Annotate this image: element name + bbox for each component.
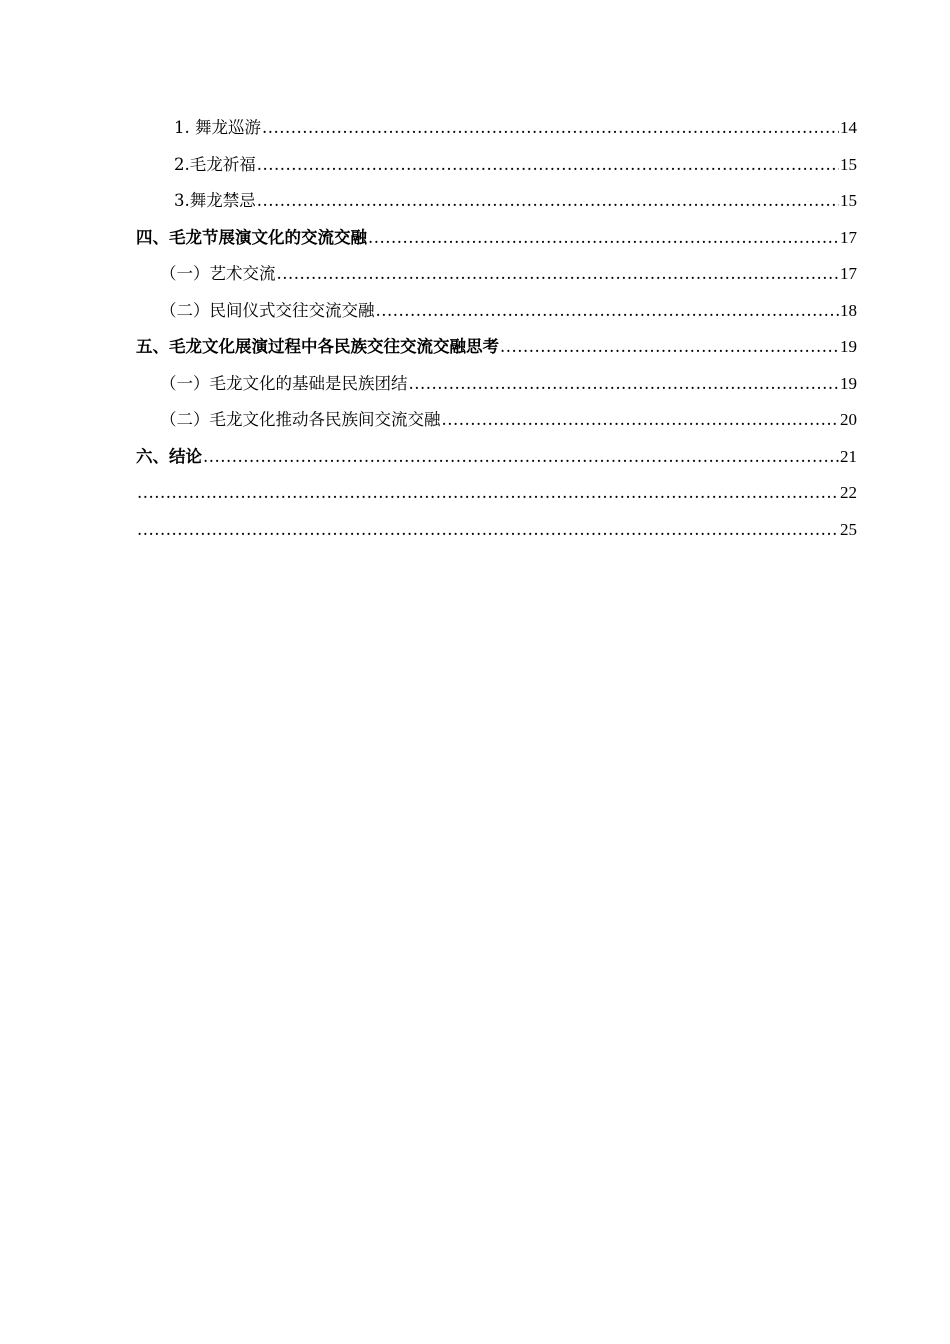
toc-entry-title: 五、毛龙文化展演过程中各民族交往交流交融思考	[136, 337, 499, 356]
toc-dot-leader	[203, 439, 839, 476]
toc-dot-leader	[137, 512, 839, 549]
toc-entry[interactable]	[136, 293, 857, 330]
toc-entry-title: 2.毛龙祈福	[174, 154, 256, 174]
toc-page-number: 19	[840, 337, 857, 356]
toc-page-number: 18	[840, 300, 857, 320]
toc-entry-title: （二）毛龙文化推动各民族间交流交融	[160, 410, 441, 429]
toc-page-number: 14	[840, 118, 857, 137]
table-of-contents	[136, 110, 857, 548]
toc-dot-leader	[257, 183, 839, 220]
toc-dot-leader	[442, 402, 840, 439]
toc-entry-chapter[interactable]	[136, 329, 857, 366]
toc-page-number: 19	[840, 373, 857, 393]
toc-dot-leader	[277, 256, 840, 293]
toc-entry-title: 四、毛龙节展演文化的交流交融	[136, 227, 367, 247]
toc-entry-chapter[interactable]	[136, 439, 857, 476]
toc-entry-title: （一）毛龙文化的基础是民族团结	[160, 373, 408, 393]
toc-page-number: 15	[840, 191, 857, 210]
toc-entry[interactable]	[136, 147, 857, 184]
toc-entry-title: 1. 舞龙巡游	[174, 118, 261, 137]
toc-entry[interactable]	[136, 110, 857, 147]
toc-entry-title: （二）民间仪式交往交流交融	[160, 300, 375, 320]
toc-entry[interactable]	[136, 402, 857, 439]
toc-entry[interactable]	[136, 366, 857, 403]
toc-entry-title: 3.舞龙禁忌	[174, 191, 256, 210]
toc-entry[interactable]	[136, 256, 857, 293]
toc-page-number: 15	[840, 154, 857, 174]
toc-dot-leader	[409, 366, 840, 403]
toc-dot-leader	[262, 110, 839, 147]
toc-dot-leader	[368, 220, 839, 257]
toc-dot-leader	[137, 475, 839, 512]
toc-entry[interactable]	[136, 183, 857, 220]
toc-page-number: 17	[840, 264, 857, 283]
toc-dot-leader	[376, 293, 840, 330]
toc-entry[interactable]	[136, 512, 857, 549]
toc-entry-chapter[interactable]	[136, 220, 857, 257]
toc-page-number: 20	[840, 410, 857, 429]
toc-dot-leader	[500, 329, 839, 366]
toc-page-number: 25	[840, 519, 857, 539]
toc-entry[interactable]	[136, 475, 857, 512]
toc-entry-title: （一）艺术交流	[160, 264, 276, 283]
toc-page-number: 22	[840, 483, 857, 502]
toc-page-number: 17	[840, 227, 857, 247]
toc-dot-leader	[257, 147, 839, 184]
toc-page-number: 21	[840, 446, 857, 466]
toc-entry-title: 六、结论	[136, 446, 202, 466]
